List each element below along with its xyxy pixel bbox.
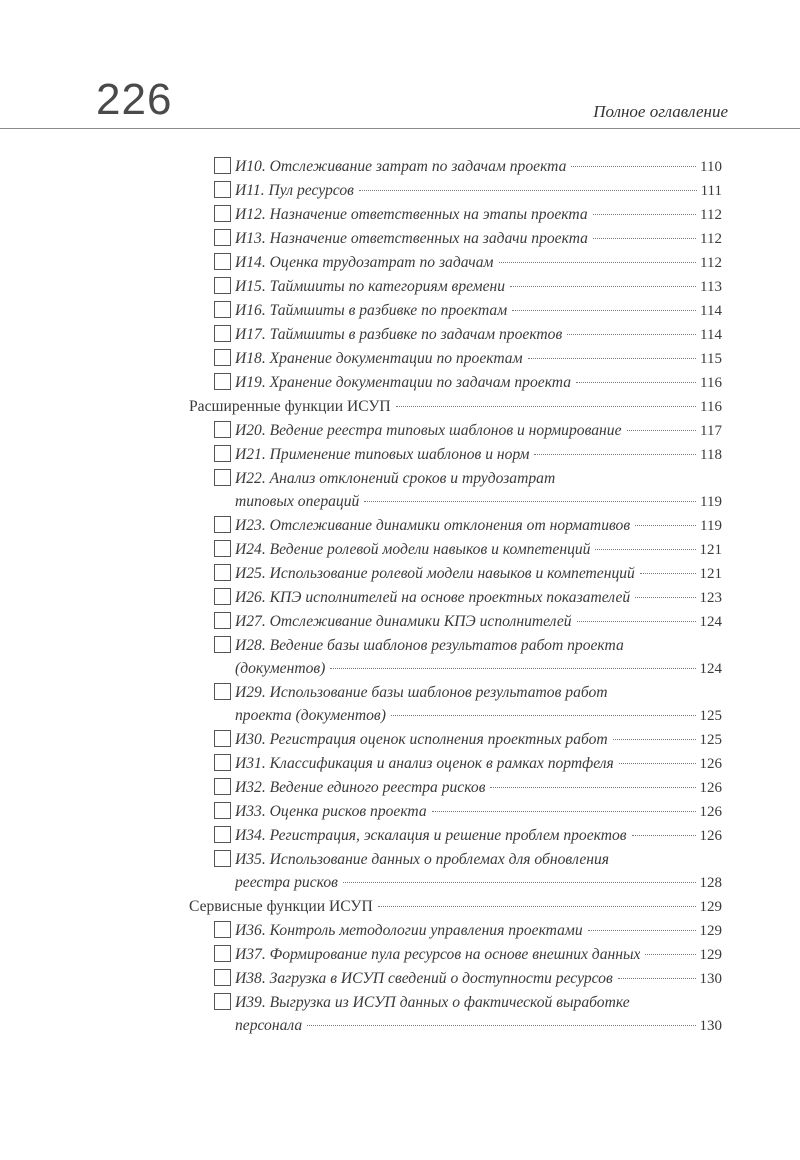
dot-leader [577,621,696,622]
dot-leader [364,501,696,502]
toc-entry-title: И19. Хранение документации по задачам проекта [235,374,572,391]
toc-entry-title: И15. Таймшиты по категориям времени [235,278,506,295]
checkbox-icon[interactable] [214,754,231,771]
toc-entry-title: И33. Оценка рисков проекта [235,803,427,820]
dot-leader [567,334,696,335]
running-title: Полное оглавление [593,102,728,121]
toc-entry-title: И20. Ведение реестра типовых шаблонов и нормирование [235,422,622,439]
checkbox-icon[interactable] [214,969,231,986]
toc-entry-body [213,848,722,895]
toc-item[interactable] [189,752,722,776]
checkbox-icon[interactable] [214,778,231,795]
dot-leader [593,238,696,239]
toc-item[interactable] [189,227,722,251]
toc-item[interactable] [189,251,722,275]
dot-leader [391,715,696,716]
checkbox-icon[interactable] [214,277,231,294]
toc-entry-title: И24. Ведение ролевой модели навыков и компетенций [235,541,591,558]
toc-entry-title: И21. Применение типовых шаблонов и норм [235,446,530,463]
toc-entry-title: И11. Пул ресурсов [235,182,354,199]
checkbox-icon[interactable] [214,349,231,366]
toc-item[interactable] [189,919,722,943]
toc-entry-title: типовых операций [235,493,360,510]
toc-item[interactable] [189,800,722,824]
toc-item[interactable] [189,776,722,800]
toc-page-number: 121 [699,566,722,582]
toc-item[interactable] [189,610,722,634]
toc-item[interactable] [189,967,722,991]
checkbox-icon[interactable] [214,636,231,653]
toc-entry-body [213,371,722,395]
dot-leader [588,930,696,931]
dot-leader [595,549,695,550]
toc-entry-body [213,634,722,681]
dot-leader [632,835,696,836]
toc-page-number: 111 [700,183,722,199]
toc-item[interactable] [189,586,722,610]
checkbox-icon[interactable] [214,802,231,819]
toc-item[interactable] [189,275,722,299]
toc-entry-title: проекта (документов) [235,707,386,724]
toc-page-number: 124 [699,661,722,677]
toc-page-number: 112 [700,207,722,223]
toc-entry-title: И17. Таймшиты в разбивке по задачам проектов [235,326,563,343]
toc-page-number: 130 [699,1018,722,1034]
checkbox-icon[interactable] [214,181,231,198]
toc-entry-title: персонала [235,1017,303,1034]
dot-leader [645,954,695,955]
toc-entry-body [213,155,722,179]
toc-entry-body [213,776,722,800]
toc-entry-body [213,728,722,752]
toc-entry-body [213,251,722,275]
toc-item[interactable] [189,991,722,1038]
toc-page-number: 126 [699,756,722,772]
toc-entry-title: И12. Назначение ответственных на этапы проекта [235,206,588,223]
checkbox-icon[interactable] [214,253,231,270]
toc-item[interactable] [189,419,722,443]
checkbox-icon[interactable] [214,421,231,438]
toc-page-number: 110 [700,159,722,175]
toc-item[interactable] [189,323,722,347]
toc-entry-body [213,800,722,824]
table-of-contents [189,155,722,1038]
toc-section[interactable] [189,895,722,919]
toc-entry-body [213,419,722,443]
toc-item[interactable] [189,467,722,514]
toc-page-number: 125 [699,732,722,748]
dot-leader [640,573,696,574]
checkbox-icon[interactable] [214,373,231,390]
dot-leader [635,525,696,526]
toc-page-number: 124 [699,614,722,630]
toc-entry-title: И30. Регистрация оценок исполнения проектных работ [235,731,608,748]
toc-entry-body [213,203,722,227]
dot-leader [528,358,697,359]
toc-entry-body [213,514,722,538]
checkbox-icon[interactable] [214,564,231,581]
toc-entry-body [213,347,722,371]
toc-page-number: 114 [700,327,722,343]
dot-leader [635,597,695,598]
toc-page-number: 117 [700,423,722,439]
toc-item[interactable] [189,728,722,752]
dot-leader [576,382,696,383]
toc-entry-body [213,610,722,634]
toc-item[interactable] [189,179,722,203]
dot-leader [490,787,695,788]
toc-entry-body [213,681,722,728]
toc-item[interactable] [189,347,722,371]
toc-entry-body [213,227,722,251]
toc-entry-body [213,752,722,776]
toc-entry-title: И25. Использование ролевой модели навыков и компетенций [235,565,635,582]
checkbox-icon[interactable] [214,993,231,1010]
dot-leader [613,739,696,740]
toc-entry-title: И16. Таймшиты в разбивке по проектам [235,302,508,319]
checkbox-icon[interactable] [214,157,231,174]
dot-leader [593,214,696,215]
dot-leader [619,763,696,764]
toc-entry-body [189,395,722,419]
toc-item[interactable] [189,943,722,967]
toc-entry-body [189,895,722,919]
toc-entry-title: И27. Отслеживание динамики КПЭ исполнителей [235,613,572,630]
toc-item[interactable] [189,443,722,467]
toc-item[interactable] [189,299,722,323]
checkbox-icon[interactable] [214,921,231,938]
dot-leader [343,882,696,883]
toc-page-number: 116 [700,375,722,391]
toc-entry-title: И14. Оценка трудозатрат по задачам [235,254,494,271]
dot-leader [618,978,696,979]
toc-entry-body [213,967,722,991]
dot-leader [512,310,696,311]
toc-page-number: 119 [700,518,722,534]
page-number: 226 [96,75,173,124]
toc-entry-title: реестра рисков [235,874,338,891]
dot-leader [571,166,696,167]
toc-entry-title: И34. Регистрация, эскалация и решение проблем проектов [235,827,627,844]
toc-item[interactable] [189,824,722,848]
toc-item[interactable] [189,681,722,728]
toc-entry-title: И31. Классификация и анализ оценок в рамках портфеля [235,755,614,772]
toc-page-number: 126 [699,828,722,844]
toc-entry-body [213,275,722,299]
toc-item[interactable] [189,562,722,586]
toc-page-number: 121 [699,542,722,558]
toc-entry-title: И36. Контроль методологии управления проектами [235,922,583,939]
toc-entry-title: И23. Отслеживание динамики отклонения от нормативов [235,517,631,534]
toc-entry-title: И22. Анализ отклонений сроков и трудозатрат [235,470,556,487]
checkbox-icon[interactable] [214,588,231,605]
toc-page-number: 112 [700,255,722,271]
toc-entry-body [213,299,722,323]
toc-entry-title: Расширенные функции ИСУП [189,398,391,415]
toc-entry-title: И13. Назначение ответственных на задачи проекта [235,230,588,247]
toc-item[interactable] [189,634,722,681]
toc-entry-title: И29. Использование базы шаблонов результатов работ [235,684,608,701]
toc-entry-title: И32. Ведение единого реестра рисков [235,779,486,796]
toc-page-number: 129 [699,947,722,963]
toc-item[interactable] [189,538,722,562]
checkbox-icon[interactable] [214,540,231,557]
toc-entry-body [213,323,722,347]
toc-entry-body [213,443,722,467]
toc-page-number: 126 [699,780,722,796]
dot-leader [432,811,696,812]
toc-section[interactable] [189,395,722,419]
toc-entry-title: И35. Использование данных о проблемах для обновления [235,851,610,868]
checkbox-icon[interactable] [214,826,231,843]
toc-entry-title: И28. Ведение базы шаблонов результатов работ проекта [235,637,624,654]
checkbox-icon[interactable] [214,469,231,486]
dot-leader [627,430,697,431]
toc-item[interactable] [189,848,722,895]
toc-entry-body [213,179,722,203]
toc-entry-body [213,562,722,586]
checkbox-icon[interactable] [214,945,231,962]
toc-item[interactable] [189,371,722,395]
toc-entry-title: И37. Формирование пула ресурсов на основе внешних данных [235,946,641,963]
toc-page-number: 114 [700,303,722,319]
toc-page-number: 118 [700,447,722,463]
toc-entry-body [213,991,722,1038]
toc-entry-title: И38. Загрузка в ИСУП сведений о доступности ресурсов [235,970,613,987]
toc-entry-title: Сервисные функции ИСУП [189,898,373,915]
dot-leader [359,190,697,191]
toc-entry-body [213,586,722,610]
checkbox-icon[interactable] [214,516,231,533]
toc-page-number: 129 [699,923,722,939]
toc-entry-title: И10. Отслеживание затрат по задачам проекта [235,158,567,175]
toc-entry-body [213,467,722,514]
toc-page-number: 130 [699,971,722,987]
toc-entry-body [213,824,722,848]
dot-leader [307,1025,695,1026]
toc-entry-title: И26. КПЭ исполнителей на основе проектных показателей [235,589,631,606]
toc-page-number: 115 [700,351,722,367]
toc-page-number: 116 [700,399,722,415]
toc-page-number: 126 [699,804,722,820]
dot-leader [378,906,696,907]
dot-leader [499,262,697,263]
toc-page-number: 123 [699,590,722,606]
toc-entry-title: И39. Выгрузка из ИСУП данных о фактической выработке [235,994,630,1011]
toc-page-number: 112 [700,231,722,247]
toc-item[interactable] [189,155,722,179]
checkbox-icon[interactable] [214,301,231,318]
toc-entry-title: (документов) [235,660,326,677]
toc-item[interactable] [189,203,722,227]
dot-leader [396,406,696,407]
toc-entry-body [213,919,722,943]
toc-page-number: 129 [699,899,722,915]
dot-leader [330,668,695,669]
checkbox-icon[interactable] [214,229,231,246]
toc-page-number: 113 [700,279,722,295]
toc-entry-body [213,538,722,562]
toc-page-number: 125 [699,708,722,724]
header-rule [0,128,800,129]
checkbox-icon[interactable] [214,445,231,462]
checkbox-icon[interactable] [214,730,231,747]
toc-entry-title: И18. Хранение документации по проектам [235,350,523,367]
toc-page-number: 119 [700,494,722,510]
checkbox-icon[interactable] [214,850,231,867]
checkbox-icon[interactable] [214,683,231,700]
dot-leader [510,286,696,287]
checkbox-icon[interactable] [214,325,231,342]
toc-page-number: 128 [699,875,722,891]
toc-item[interactable] [189,514,722,538]
checkbox-icon[interactable] [214,612,231,629]
checkbox-icon[interactable] [214,205,231,222]
dot-leader [534,454,696,455]
toc-entry-body [213,943,722,967]
